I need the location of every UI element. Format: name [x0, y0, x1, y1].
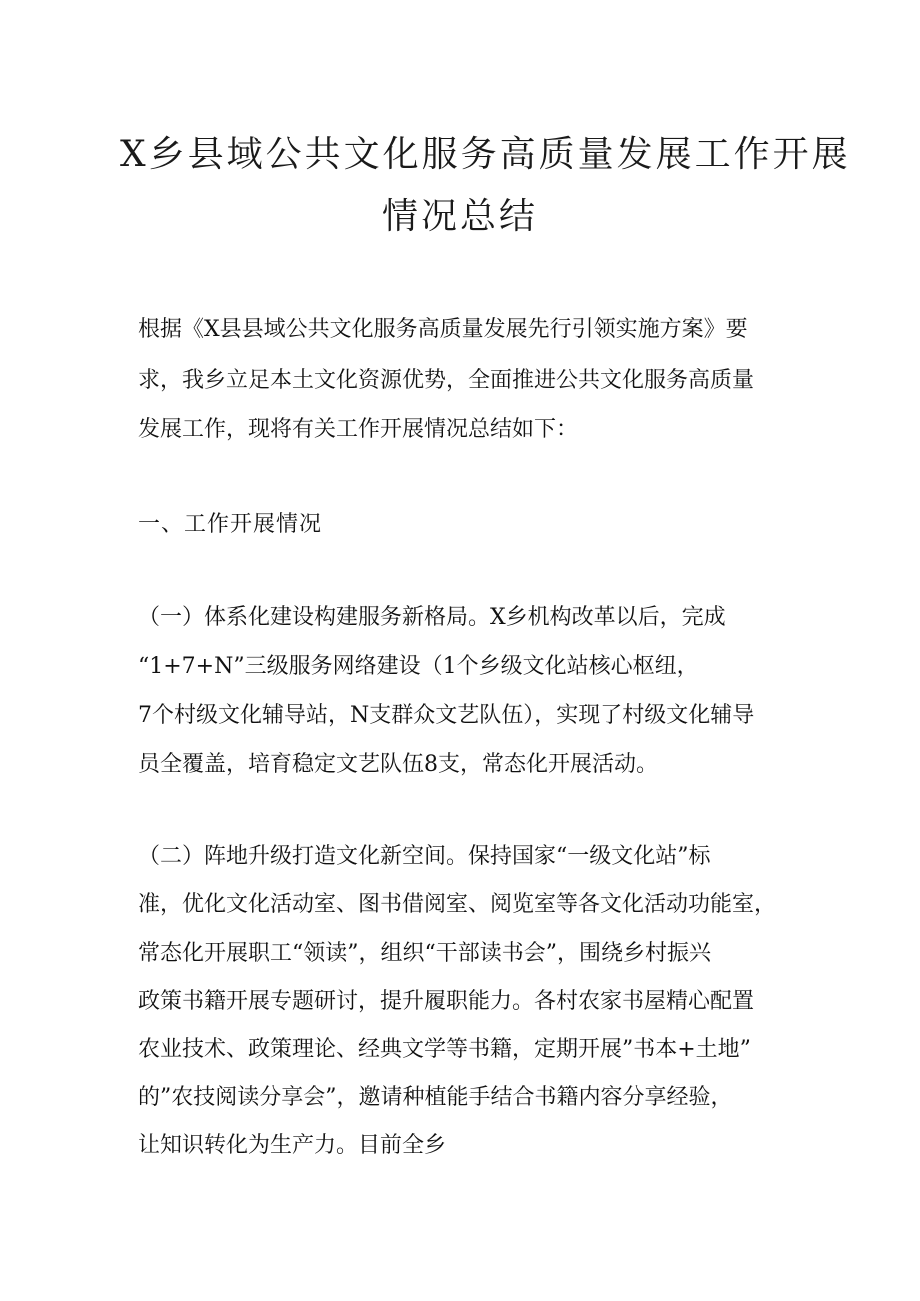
para2-line-3: 常态化开展职工“领读”，组织“干部读书会”，围绕乡村振兴	[138, 941, 711, 966]
para1-line-1: （一）体系化建设构建服务新格局。X乡机构改革以后，完成	[138, 605, 726, 630]
section-heading: 一、工作开展情况	[138, 512, 323, 537]
para2-line-4: 政策书籍开展专题研讨，提升履职能力。各村农家书屋精心配置	[138, 989, 755, 1014]
para1-line-3: 7个村级文化辅导站，N支群众文艺队伍），实现了村级文化辅导	[138, 703, 755, 728]
para1-line-4: 员全覆盖，培育稳定文艺队伍8支，常态化开展活动。	[138, 752, 658, 777]
para2-line-6: 的”农技阅读分享会”，邀请种植能手结合书籍内容分享经验，	[138, 1085, 733, 1110]
document-title-line-1: X乡县域公共文化服务高质量发展工作开展	[120, 134, 851, 175]
para2-line-1: （二）阵地升级打造文化新空间。保持国家“一级文化站”标	[138, 844, 711, 869]
para2-line-5: 农业技术、政策理论、经典文学等书籍，定期开展”书本+土地”	[138, 1037, 751, 1062]
intro-line-2: 求，我乡立足本土文化资源优势，全面推进公共文化服务高质量	[138, 368, 755, 393]
para2-line-2: 准，优化文化活动室、图书借阅室、阅览室等各文化活动功能室，	[138, 892, 777, 917]
document-title-line-2: 情况总结	[381, 196, 538, 237]
intro-line-3: 发展工作，现将有关工作开展情况总结如下：	[138, 417, 579, 442]
para2-line-7: 让知识转化为生产力。目前全乡	[138, 1133, 447, 1158]
para1-line-2: “1+7+N”三级服务网络建设（1个乡级文化站核心枢纽，	[138, 654, 699, 679]
intro-line-1: 根据《X县县域公共文化服务高质量发展先行引领实施方案》要	[138, 317, 748, 342]
